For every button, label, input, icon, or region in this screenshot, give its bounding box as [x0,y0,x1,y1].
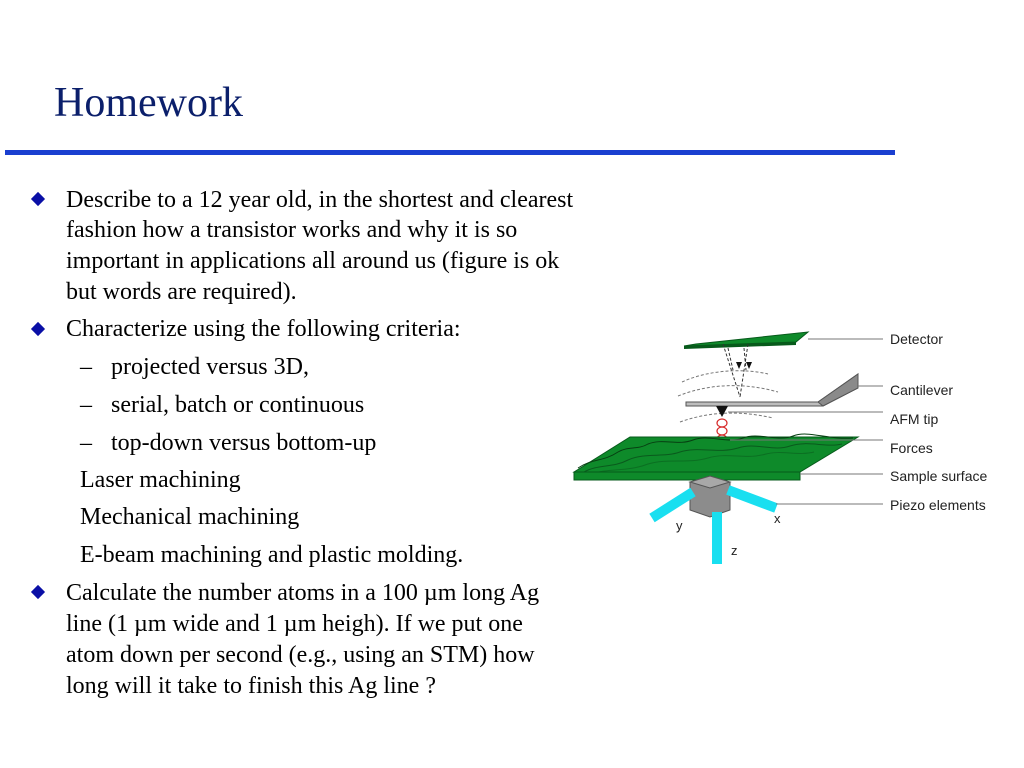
subitem-dash: – [80,392,92,418]
page-title: Homework [54,80,243,126]
subitem-dash: – [80,430,92,456]
bullet1-line-3: important in applications all around us (figure is ok [66,248,560,274]
label-afm-tip: AFM tip [890,411,939,427]
axis-y-label: y [676,518,683,533]
subitem-dash: – [80,354,92,380]
bullet3-line-2: line (1 µm wide and 1 µm heigh). If we put one [66,611,523,637]
bullet3-line-3: atom down per second (e.g., using an STM) how [66,642,535,668]
bullet-diamond-icon [31,322,45,336]
method-3: E-beam machining and plastic molding. [80,542,464,568]
label-cantilever: Cantilever [890,382,954,398]
bullet-diamond-icon [31,192,45,206]
bullet3-line-4: long will it take to finish this Ag line ? [66,673,436,699]
afm-diagram [568,322,1008,572]
label-sample-surface: Sample surface [890,468,988,484]
bullet3-line-1: Calculate the number atoms in a 100 µm long Ag [66,580,540,606]
axis-x-label: x [774,511,781,526]
subitem-1: projected versus 3D, [111,354,309,380]
method-2: Mechanical machining [80,504,300,530]
afm-tip [716,406,728,417]
subitem-2: serial, batch or continuous [111,392,365,418]
bullet1-line-4: but words are required). [66,279,297,305]
bullet1-line-1: Describe to a 12 year old, in the shortest and clearest [66,187,574,213]
label-piezo-elements: Piezo elements [890,497,986,513]
label-forces: Forces [890,440,933,456]
sample-surface [574,437,858,472]
label-detector: Detector [890,331,943,347]
subitem-3: top-down versus bottom-up [111,430,377,456]
bullet1-line-2: fashion how a transistor works and why it is so [66,217,518,243]
bullet-diamond-icon [31,585,45,599]
axis-z-label: z [731,543,738,558]
bullet2-text: Characterize using the following criteria: [66,316,461,342]
method-1: Laser machining [80,467,241,493]
